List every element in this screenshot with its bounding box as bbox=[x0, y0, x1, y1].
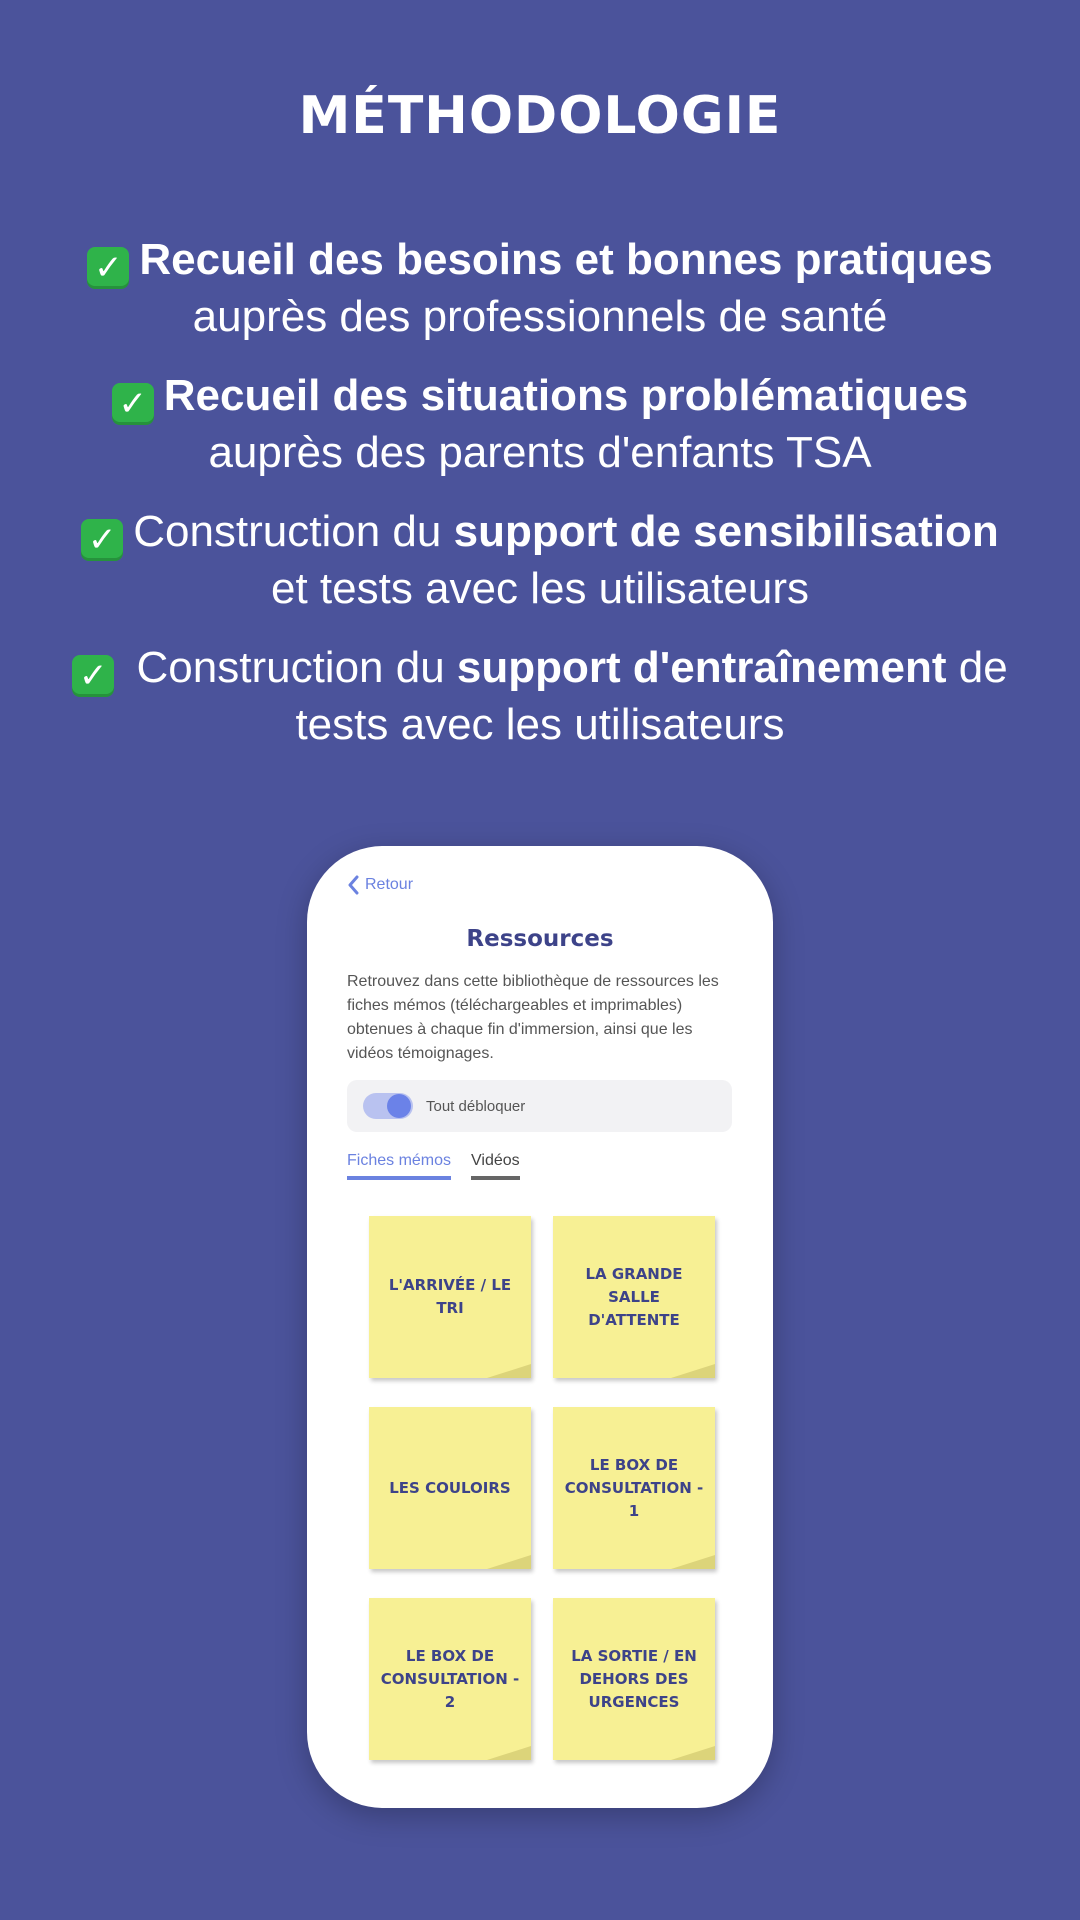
page-curl bbox=[487, 1555, 531, 1569]
memo-card[interactable] bbox=[553, 1407, 715, 1569]
back-label: Retour bbox=[365, 876, 414, 893]
step-3-bold: support de sensibilisation bbox=[453, 507, 999, 556]
step-4-pre: Construction du bbox=[136, 643, 445, 692]
step-4-post: de bbox=[958, 643, 1008, 692]
page-curl bbox=[671, 1364, 715, 1378]
memo-card-label: L'ARRIVÉE / LE TRI bbox=[388, 1276, 512, 1317]
back-button[interactable] bbox=[347, 875, 413, 895]
page-curl bbox=[487, 1364, 531, 1378]
step-4-text: tests avec les utilisateurs bbox=[295, 700, 785, 749]
resource-tabs bbox=[347, 1152, 520, 1180]
step-1-bold: Recueil des besoins et bonnes pratiques bbox=[139, 235, 993, 284]
step-3-pre: Construction du bbox=[133, 507, 442, 556]
memo-card-label: LE BOX DE CONSULTATION - 1 bbox=[564, 1455, 704, 1520]
memo-card[interactable] bbox=[369, 1216, 531, 1378]
step-1-text: auprès des professionnels de santé bbox=[192, 292, 888, 341]
step-2-bold: Recueil des situations problématiques bbox=[163, 371, 969, 420]
tab-fiches-memos[interactable]: Fiches mémos bbox=[347, 1152, 451, 1180]
memo-card[interactable] bbox=[369, 1598, 531, 1760]
phone-mockup bbox=[307, 846, 773, 1808]
step-3-text: et tests avec les utilisateurs bbox=[270, 564, 809, 613]
step-3 bbox=[40, 504, 1040, 617]
page-curl bbox=[671, 1555, 715, 1569]
resources-title: Ressources bbox=[466, 926, 614, 952]
memo-card-label: LA SORTIE / EN DEHORS DES URGENCES bbox=[571, 1646, 697, 1711]
step-4 bbox=[40, 640, 1040, 753]
page-curl bbox=[487, 1746, 531, 1760]
memo-card-label: LES COULOIRS bbox=[389, 1478, 511, 1497]
unlock-all-toggle[interactable] bbox=[363, 1093, 413, 1119]
check-icon: ✓ bbox=[87, 247, 129, 289]
memo-card-label: LA GRANDE SALLE D'ATTENTE bbox=[585, 1264, 683, 1329]
check-icon: ✓ bbox=[81, 519, 123, 561]
step-2 bbox=[40, 368, 1040, 481]
methodology-steps bbox=[40, 232, 1040, 776]
chevron-left-icon bbox=[347, 875, 359, 895]
memo-card[interactable] bbox=[369, 1407, 531, 1569]
step-1 bbox=[40, 232, 1040, 345]
memo-card-grid bbox=[369, 1216, 715, 1760]
step-4-bold: support d'entraînement bbox=[456, 643, 947, 692]
step-2-text: auprès des parents d'enfants TSA bbox=[208, 428, 872, 477]
check-icon: ✓ bbox=[72, 655, 114, 697]
memo-card[interactable] bbox=[553, 1598, 715, 1760]
resources-description: Retrouvez dans cette bibliothèque de ressources les fiches mémos (téléchargeables et imprimables) obtenues à chaque fin d'immersion, ainsi que les vidéos témoignages. bbox=[347, 973, 719, 1062]
page-curl bbox=[671, 1746, 715, 1760]
unlock-all-label: Tout débloquer bbox=[426, 1097, 526, 1115]
memo-card-label: LE BOX DE CONSULTATION - 2 bbox=[380, 1646, 520, 1711]
check-icon: ✓ bbox=[112, 383, 154, 425]
page-title: MÉTHODOLOGIE bbox=[298, 86, 782, 146]
toggle-knob bbox=[387, 1094, 411, 1118]
memo-card[interactable] bbox=[553, 1216, 715, 1378]
unlock-all-row bbox=[347, 1080, 732, 1132]
tab-videos[interactable]: Vidéos bbox=[471, 1152, 520, 1180]
